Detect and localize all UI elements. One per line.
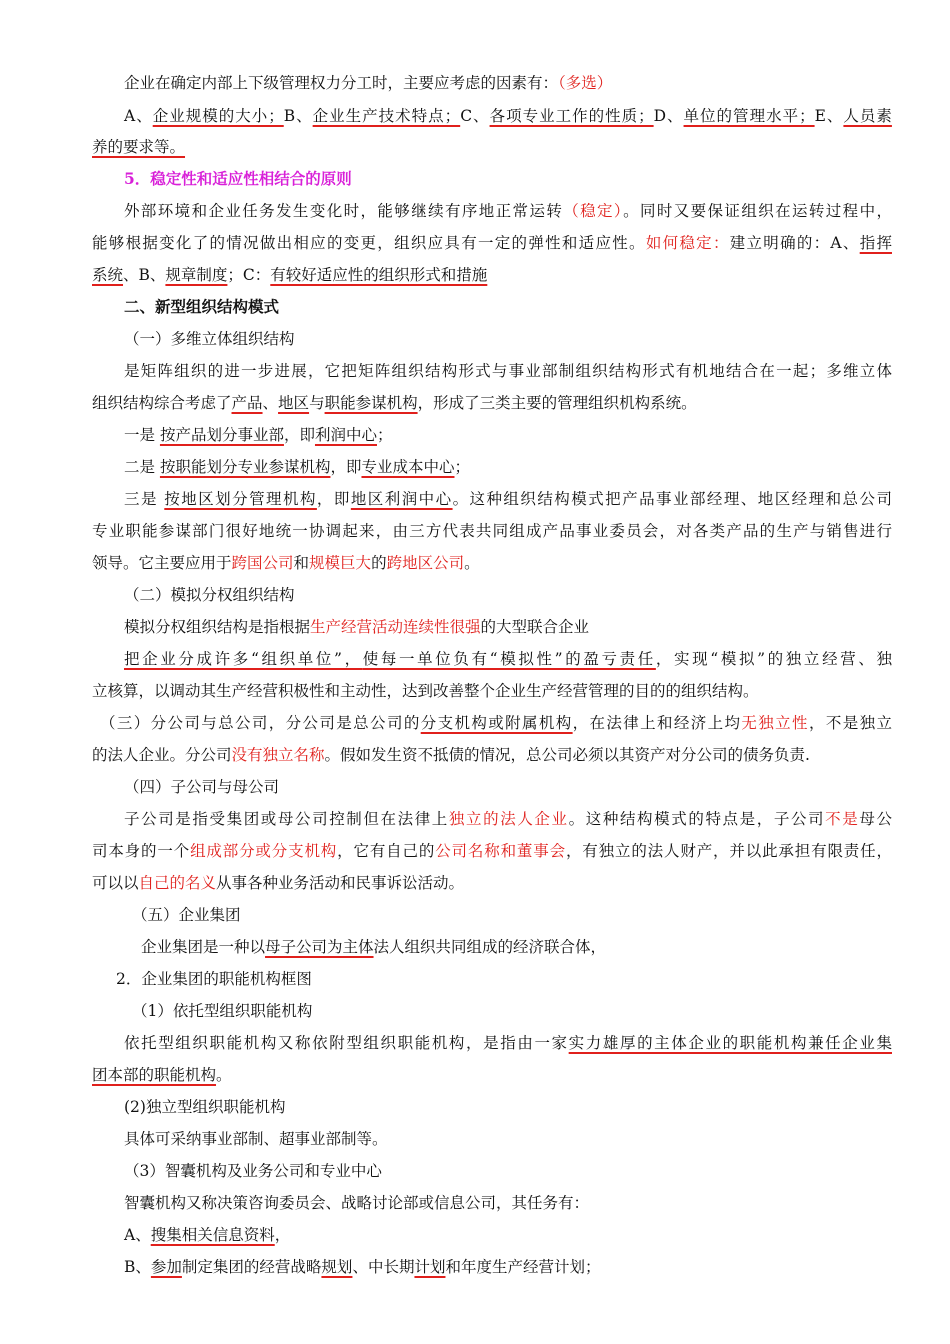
text-line: 一是 按产品划分事业部，即利润中心； bbox=[124, 426, 393, 444]
text-line: 团本部的职能机构。 bbox=[92, 1066, 232, 1084]
text-line: 专业职能参谋部门很好地统一协调起来，由三方代表共同组成产品事业委员会，对各类产品的生产与销售进行 bbox=[92, 522, 892, 540]
text-line: 领导。它主要应用于跨国公司和规模巨大的跨地区公司。 bbox=[92, 554, 480, 572]
list-item: B、参加制定集团的经营战略规划、中长期计划和年度生产经营计划； bbox=[124, 1258, 601, 1276]
text-line: 养的要求等。 bbox=[92, 138, 186, 156]
text-line: 立核算，以调动其生产经营积极性和主动性，达到改善整个企业生产经营管理的目的的组织结构。 bbox=[92, 682, 759, 700]
text-line: 外部环境和企业任务发生变化时，能够继续有序地正常运转（稳定）。同时又要保证组织在运转过程中， bbox=[124, 202, 892, 220]
text-line: 把企业分成许多“组织单位”，使每一单位负有“模拟性”的盈亏责任，实现“模拟”的独立经营、独 bbox=[124, 650, 892, 668]
text-line: 模拟分权组织结构是指根据生产经营活动连续性很强的大型联合企业 bbox=[124, 618, 590, 636]
section-heading: 二、新型组织结构模式 bbox=[124, 297, 280, 316]
text-line: 具体可采纳事业部制、超事业部制等。 bbox=[124, 1130, 388, 1148]
text-line: 能够根据变化了的情况做出相应的变更，组织应具有一定的弹性和适应性。如何稳定：建立明确的：A、指挥 bbox=[92, 234, 892, 252]
text-line: （三）分公司与总公司，分公司是总公司的分支机构或附属机构，在法律上和经济上均无独立性，不是独立 bbox=[100, 714, 892, 732]
subsection-heading: （四）子公司与母公司 bbox=[124, 778, 280, 796]
text-line: 系统、B、规章制度；C：有较好适应性的组织形式和措施 bbox=[92, 266, 488, 284]
text-line: 是矩阵组织的进一步进展，它把矩阵组织结构形式与事业部制组织结构形式有机地结合在一起；多维立体 bbox=[124, 362, 892, 380]
text-line: 三是 按地区划分管理机构，即地区利润中心。这种组织结构模式把产品事业部经理、地区经理和总公司 bbox=[124, 490, 892, 508]
text-line: 的法人企业。分公司没有独立名称。假如发生资不抵债的情况，总公司必须以其资产对分公司的债务负责. bbox=[92, 746, 810, 764]
text-line: A、企业规模的大小；B、企业生产技术特点；C、各项专业工作的性质；D、单位的管理水平；E、人员素 bbox=[124, 107, 892, 125]
subsection-heading: （一）多维立体组织结构 bbox=[124, 330, 295, 348]
text-line: 子公司是指受集团或母公司控制但在法律上独立的法人企业。这种结构模式的特点是，子公司不是母公 bbox=[124, 810, 892, 828]
text-line: 二是 按职能划分专业参谋机构，即专业成本中心； bbox=[124, 458, 470, 476]
text-line: 依托型组织职能机构又称依附型组织职能机构，是指由一家实力雄厚的主体企业的职能机构兼任企业集 bbox=[124, 1034, 892, 1052]
subsection-heading: 2．企业集团的职能机构框图 bbox=[116, 970, 312, 988]
text-line: 组织结构综合考虑了产品、地区与职能参谋机构，形成了三类主要的管理组织机构系统。 bbox=[92, 394, 697, 412]
text-line: 可以以自己的名义从事各种业务活动和民事诉讼活动。 bbox=[92, 874, 465, 892]
section-heading: 5．稳定性和适应性相结合的原则 bbox=[124, 169, 352, 188]
text-line: 企业在确定内部上下级管理权力分工时，主要应考虑的因素有：（多选） bbox=[124, 74, 613, 92]
text-line: 司本身的一个组成部分或分支机构，它有自己的公司名称和董事会，有独立的法人财产，并以此承担有限责任， bbox=[92, 842, 892, 860]
subsection-heading: (2)独立型组织职能机构 bbox=[124, 1098, 286, 1116]
text-line: 智囊机构又称决策咨询委员会、战略讨论部或信息公司，其任务有： bbox=[124, 1194, 590, 1212]
subsection-heading: （3）智囊机构及业务公司和专业中心 bbox=[124, 1162, 382, 1180]
subsection-heading: （五）企业集团 bbox=[132, 906, 241, 924]
list-item: A、搜集相关信息资料， bbox=[124, 1226, 291, 1244]
subsection-heading: （1）依托型组织职能机构 bbox=[132, 1002, 313, 1020]
subsection-heading: （二）模拟分权组织结构 bbox=[124, 586, 295, 604]
text-line: 企业集团是一种以母子公司为主体法人组织共同组成的经济联合体， bbox=[141, 938, 607, 956]
